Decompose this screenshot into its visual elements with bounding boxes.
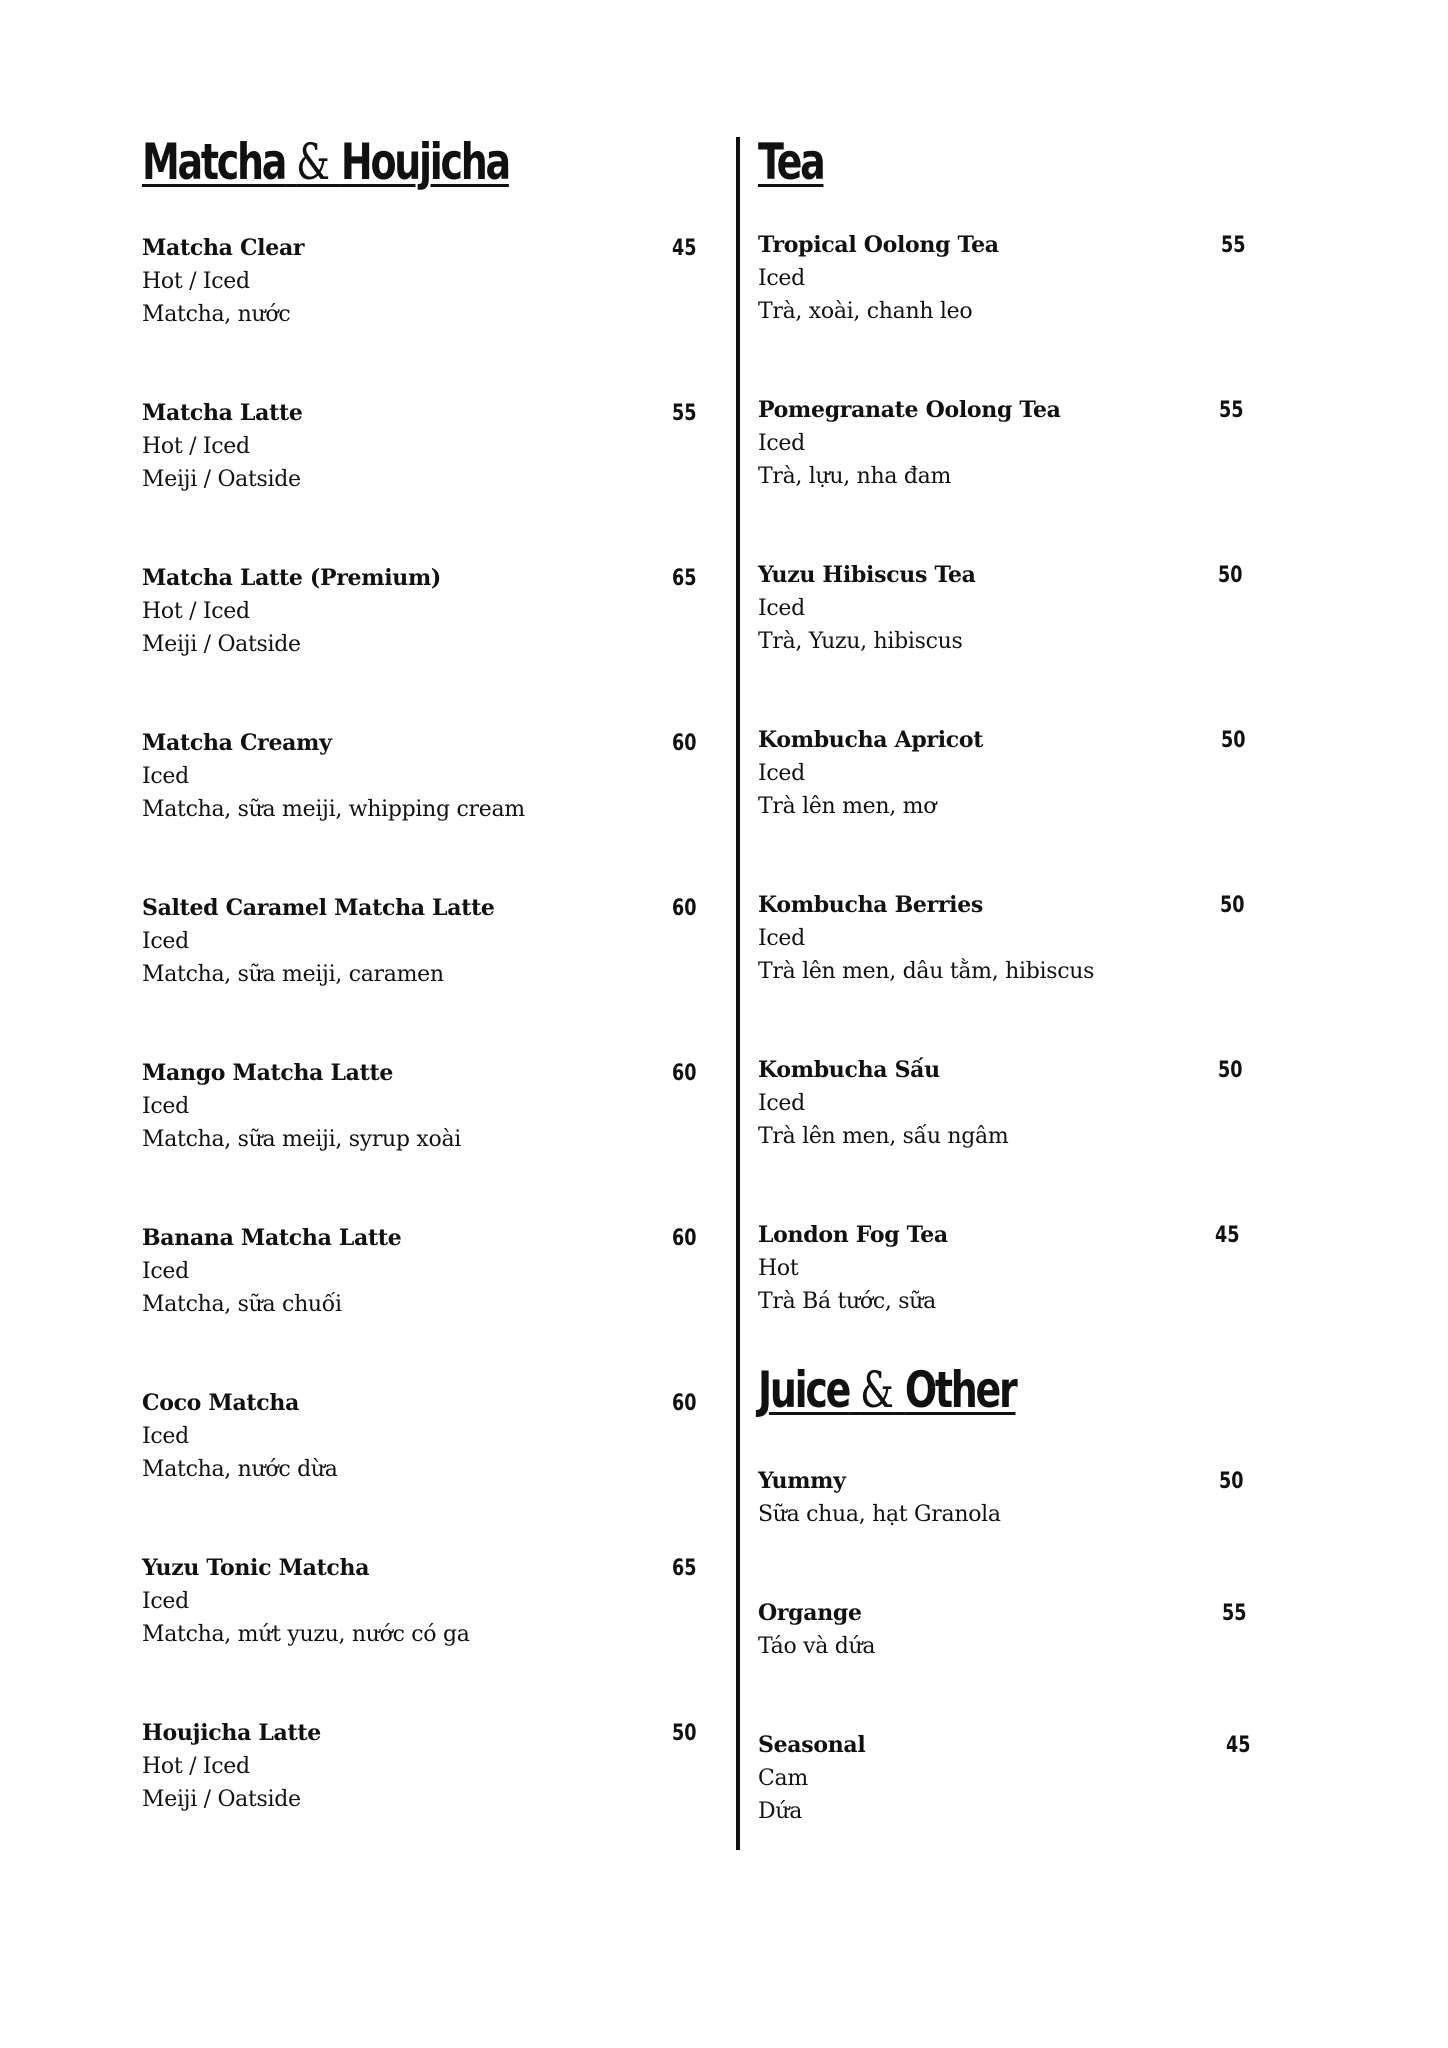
item-price: 60 <box>672 1061 697 1086</box>
item-ingredients: Meiji / Oatside <box>142 1787 301 1812</box>
item-name: Houjicha Latte <box>142 1720 321 1746</box>
item-price: 50 <box>1218 1058 1243 1083</box>
menu-item-kombucha-berries <box>758 889 1258 988</box>
item-serving: Iced <box>758 266 805 291</box>
item-ingredients: Táo và dứa <box>758 1634 876 1659</box>
item-serving: Iced <box>758 596 805 621</box>
menu-item-london-fog-tea <box>758 1219 1258 1318</box>
item-name: Seasonal <box>758 1732 866 1758</box>
item-ingredients: Trà lên men, sấu ngâm <box>758 1124 1009 1149</box>
item-serving: Iced <box>142 764 189 789</box>
item-ingredients: Trà lên men, dâu tằm, hibiscus <box>758 959 1095 984</box>
item-name: Banana Matcha Latte <box>142 1225 402 1251</box>
item-serving: Iced <box>142 1094 189 1119</box>
juice-title-word-2: Other <box>904 1361 1016 1419</box>
item-price: 50 <box>1219 1469 1244 1494</box>
item-name: Yuzu Hibiscus Tea <box>758 562 976 588</box>
item-name: Kombucha Apricot <box>758 727 984 753</box>
menu-item-coco-matcha <box>142 1387 696 1486</box>
item-ingredients: Sữa chua, hạt Granola <box>758 1502 1001 1527</box>
item-ingredients: Dứa <box>758 1799 803 1824</box>
item-name: Kombucha Sấu <box>758 1057 940 1083</box>
item-serving: Iced <box>142 1589 189 1614</box>
item-ingredients: Trà, Yuzu, hibiscus <box>758 629 963 654</box>
item-price: 45 <box>1226 1733 1251 1758</box>
item-price: 60 <box>672 896 697 921</box>
item-name: Tropical Oolong Tea <box>758 232 999 258</box>
tea-section-title: Tea <box>758 133 824 191</box>
item-ingredients: Trà, xoài, chanh leo <box>758 299 973 324</box>
item-serving: Iced <box>758 1091 805 1116</box>
matcha-houjicha-column <box>142 0 696 2048</box>
item-name: Matcha Clear <box>142 235 305 261</box>
matcha-title-word-1: Matcha <box>142 133 286 191</box>
item-name: Matcha Creamy <box>142 730 332 756</box>
item-price: 55 <box>1221 233 1246 258</box>
item-name: Pomegranate Oolong Tea <box>758 397 1061 423</box>
menu-item-matcha-latte <box>142 397 696 496</box>
menu-item-matcha-latte-premium <box>142 562 696 661</box>
item-serving: Iced <box>758 431 805 456</box>
menu-item-mango-matcha-latte <box>142 1057 696 1156</box>
item-ingredients: Matcha, nước <box>142 302 291 327</box>
item-price: 55 <box>1222 1601 1247 1626</box>
matcha-title-word-2: Houjicha <box>340 133 509 191</box>
item-price: 45 <box>1215 1223 1240 1248</box>
item-name: London Fog Tea <box>758 1222 948 1248</box>
item-name: Mango Matcha Latte <box>142 1060 394 1086</box>
item-price: 50 <box>1221 728 1246 753</box>
menu-item-salted-caramel-matcha-latte <box>142 892 696 991</box>
item-serving: Iced <box>142 929 189 954</box>
item-serving: Hot / Iced <box>142 269 250 294</box>
item-name: Matcha Latte <box>142 400 303 426</box>
item-serving: Hot <box>758 1256 799 1281</box>
item-price: 55 <box>672 401 697 426</box>
menu-item-kombucha-apricot <box>758 724 1258 823</box>
column-divider <box>736 137 740 1850</box>
item-name: Organge <box>758 1600 862 1626</box>
menu-item-yuzu-tonic-matcha <box>142 1552 696 1651</box>
juice-section-title <box>758 1362 1016 1418</box>
menu-item-kombucha-sau <box>758 1054 1258 1153</box>
item-ingredients: Meiji / Oatside <box>142 632 301 657</box>
item-price: 50 <box>1220 893 1245 918</box>
tea-juice-column <box>758 0 1258 2048</box>
item-name: Kombucha Berries <box>758 892 983 918</box>
item-ingredients: Trà, lựu, nha đam <box>758 464 952 489</box>
item-name: Yummy <box>758 1468 846 1494</box>
item-price: 60 <box>672 1226 697 1251</box>
menu-item-matcha-clear <box>142 232 696 331</box>
item-ingredients: Matcha, nước dừa <box>142 1457 338 1482</box>
menu-item-yummy <box>758 1465 1258 1531</box>
item-name: Matcha Latte (Premium) <box>142 565 442 591</box>
item-ingredients: Cam <box>758 1766 808 1791</box>
item-ingredients: Trà lên men, mơ <box>758 794 937 819</box>
item-ingredients: Matcha, sữa chuối <box>142 1292 342 1317</box>
item-ingredients: Matcha, mứt yuzu, nước có ga <box>142 1622 470 1647</box>
item-price: 65 <box>672 1556 697 1581</box>
item-serving: Iced <box>142 1424 189 1449</box>
menu-item-matcha-creamy <box>142 727 696 826</box>
item-name: Salted Caramel Matcha Latte <box>142 895 495 921</box>
item-ingredients: Matcha, sữa meiji, whipping cream <box>142 797 525 822</box>
menu-item-pomegranate-oolong-tea <box>758 394 1258 493</box>
item-ingredients: Meiji / Oatside <box>142 467 301 492</box>
item-price: 60 <box>672 731 697 756</box>
item-name: Coco Matcha <box>142 1390 300 1416</box>
matcha-section-title <box>142 134 509 190</box>
item-serving: Hot / Iced <box>142 1754 250 1779</box>
juice-title-ampersand: & <box>860 1361 894 1419</box>
item-name: Yuzu Tonic Matcha <box>142 1555 370 1581</box>
menu-item-seasonal <box>758 1729 1258 1828</box>
item-serving: Hot / Iced <box>142 599 250 624</box>
menu-item-yuzu-hibiscus-tea <box>758 559 1258 658</box>
item-serving: Hot / Iced <box>142 434 250 459</box>
item-price: 55 <box>1219 398 1244 423</box>
item-ingredients: Matcha, sữa meiji, syrup xoài <box>142 1127 461 1152</box>
item-serving: Iced <box>142 1259 189 1284</box>
item-serving: Iced <box>758 761 805 786</box>
item-serving: Iced <box>758 926 805 951</box>
item-price: 50 <box>1218 563 1243 588</box>
menu-item-tropical-oolong-tea <box>758 229 1258 328</box>
matcha-title-ampersand: & <box>296 133 330 191</box>
item-price: 50 <box>672 1721 697 1746</box>
menu-item-houjicha-latte <box>142 1717 696 1816</box>
item-price: 45 <box>672 236 697 261</box>
item-price: 60 <box>672 1391 697 1416</box>
item-ingredients: Matcha, sữa meiji, caramen <box>142 962 444 987</box>
menu-item-organge <box>758 1597 1258 1663</box>
juice-title-word-1: Juice <box>758 1361 850 1419</box>
item-ingredients: Trà Bá tước, sữa <box>758 1289 936 1314</box>
item-price: 65 <box>672 566 697 591</box>
menu-item-banana-matcha-latte <box>142 1222 696 1321</box>
